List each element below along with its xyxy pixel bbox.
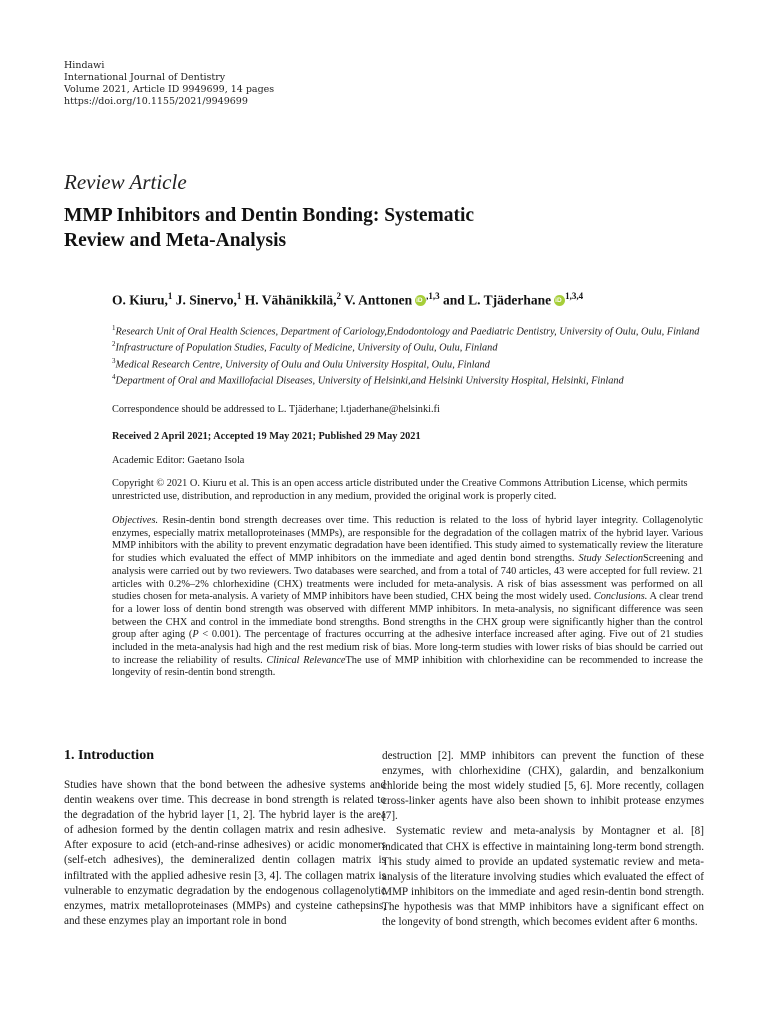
abstract-selection-text: Screening and analysis were carried out by two reviewers. Two databases were searched, and from a total of 740 articles, 43 were accepted for full review. 21 articles with 0.2%–2% chlorhexidine (CHX) treatments were included for meta-analysis. A risk of bias assessment was performed on all studies chosen for meta-analysis. A variety of MMP inhibitors have been studied, CHX being the most widely used. (112, 553, 703, 603)
affiliation-item (112, 355, 712, 371)
abstract-p-symbol: P (192, 629, 199, 641)
body-paragraph: Systematic review and meta-analysis by Montagner et al. [8] indicated that CHX is effective in maintaining long-term bond strength. This study aimed to provide an updated systematic review and meta-analysis of the literature involving studies which evaluated the effect of MMP inhibitors on the immediate and aged resin-dentin bond strength. The hypothesis was that MMP inhibitors have a significant effect on the longevity of bond strength, which becomes evident after 6 months. (382, 825, 704, 929)
abstract-selection-label: Study Selection (578, 553, 643, 565)
article-type: Review Article (64, 170, 187, 194)
title-line-2: Review and Meta-Analysis (64, 230, 287, 251)
author-conjunction: and (443, 292, 465, 308)
article-title (64, 203, 664, 253)
abstract-objectives-label: Objectives. (112, 515, 159, 526)
abstract-relevance-label: Clinical Relevance (266, 654, 346, 666)
abstract-conclusions-text: A clear trend for a lower loss of dentin bond strength was observed with different MMP inhibitors. In meta-analysis, no significant difference was seen between the CHX and control in the immediate bond strengths. Bond strengths in the CHX group were significantly higher than the control group after aging ( (112, 591, 703, 641)
publication-dates: Received 2 April 2021; Accepted 19 May 2021; Published 29 May 2021 (112, 431, 421, 442)
body-column-left (64, 778, 386, 929)
affiliation-text: Infrastructure of Population Studies, Faculty of Medicine, University of Oulu, Oulu, Finland (115, 342, 498, 354)
journal-name: International Journal of Dentistry (64, 72, 226, 83)
author-name: O. Kiuru, (112, 292, 168, 308)
affiliation-item (112, 338, 712, 354)
author-affil-sup: 2 (336, 291, 341, 301)
author-name: V. Anttonen (344, 292, 413, 308)
affiliation-item (112, 322, 712, 338)
copyright-notice: Copyright © 2021 O. Kiuru et al. This is an open access article distributed under the Creative Commons Attribution License, which permits unrestricted use, distribution, and reproduction in any medium, provided the original work is properly cited. (112, 478, 688, 502)
abstract-objectives-text: Resin-dentin bond strength decreases over time. This reduction is related to the loss of hybrid layer integrity. Collagenolytic enzymes, especially matrix metalloproteinases (MMPs), are responsible for the degradation of the collagen matrix of the hybrid layer. Various MMP inhibitors with the ability to prevent enzymatic degradation have been identified. This study aimed to systematically review the literature for studies which evaluated the effect of MMP inhibitors on the immediate and aged dentin bond strengths. (112, 515, 703, 565)
academic-editor: Academic Editor: Gaetano Isola (112, 455, 245, 466)
affiliation-number: 3 (112, 356, 116, 365)
author-list (112, 291, 732, 309)
affiliation-number: 4 (112, 373, 116, 382)
journal-header (64, 60, 274, 108)
author-affil-sup: 1 (167, 291, 173, 301)
orcid-icon[interactable] (554, 295, 565, 306)
affiliation-text: Department of Oral and Maxillofacial Diseases, University of Helsinki,and Helsinki University Hospital, Helsinki, Finland (115, 375, 624, 387)
body-paragraph: destruction [2]. MMP inhibitors can prevent the function of these enzymes, with chlorhexidine (CHX), galardin, and benzalkonium chloride being the most widely studied [5, 6]. More recently, collagen cross-linker agents have also been shown to inhibit protease enzymes [7]. (382, 750, 704, 823)
publisher-name: Hindawi (64, 60, 105, 71)
affiliation-text: Medical Research Centre, University of Oulu and Oulu University Hospital, Oulu, Finland (115, 359, 490, 371)
body-column-right (382, 749, 704, 930)
volume-line: Volume 2021, Article ID 9949699, 14 pages (64, 84, 275, 95)
affiliation-text: Research Unit of Oral Health Sciences, Department of Cariology,Endodontology and Paediatric Dentistry, University of Oulu, Oulu, Finland (115, 326, 700, 338)
section-heading-introduction: 1. Introduction (64, 748, 154, 763)
author-name: J. Sinervo, (175, 292, 237, 308)
author-affil-sup: 1,3,4 (565, 291, 584, 301)
correspondence: Correspondence should be addressed to L. Tjäderhane; l.tjaderhane@helsinki.fi (112, 404, 440, 415)
orcid-icon[interactable] (415, 295, 426, 306)
doi-link[interactable]: https://doi.org/10.1155/2021/9949699 (64, 96, 248, 107)
affiliation-number: 2 (112, 340, 116, 349)
body-paragraph: Studies have shown that the bond between the adhesive systems and dentin weakens over time. This decrease in bond strength is related to the degradation of the hybrid layer [1, 2]. The hybrid layer is the area of adhesion formed by the dentin collagen matrix and resin adhesive. After exposure to acid (etch-and-rinse adhesives) or acidic monomers (self-etch adhesives), the demineralized dentin collagen matrix is infiltrated with the applied adhesive resin [3, 4]. The collagen matrix is vulnerable to enzymatic degradation by the endogenous collagenolytic enzymes, matrix metalloproteinases (MMPs) and cysteine cathepsins, and these enzymes play an important role in bond (64, 779, 386, 927)
abstract-p-text: < 0.001). The percentage of fractures occurring at the adhesive interface increased after aging. Five out of 21 studies included in the meta-analysis had high and the rest medium risk of bias. More long-term studies with lower risks of bias should be carried out to increase the reliability of results. (112, 629, 703, 666)
author-name: H. Vähänikkilä, (244, 292, 337, 308)
affiliations (112, 322, 712, 388)
affiliation-item (112, 371, 712, 387)
abstract-conclusions-label: Conclusions. (593, 591, 648, 603)
abstract-relevance-text: The use of MMP inhibition with chlorhexidine can be recommended to increase the longevity of resin-dentin bond strength. (112, 654, 704, 679)
title-line-1: MMP Inhibitors and Dentin Bonding: Systematic (64, 205, 475, 226)
affiliation-number: 1 (112, 324, 116, 332)
author-name: L. Tjäderhane (468, 292, 552, 308)
author-affil-sup: 1 (236, 291, 242, 301)
abstract (112, 515, 703, 680)
author-affil-sup: ,1,3 (426, 291, 440, 301)
